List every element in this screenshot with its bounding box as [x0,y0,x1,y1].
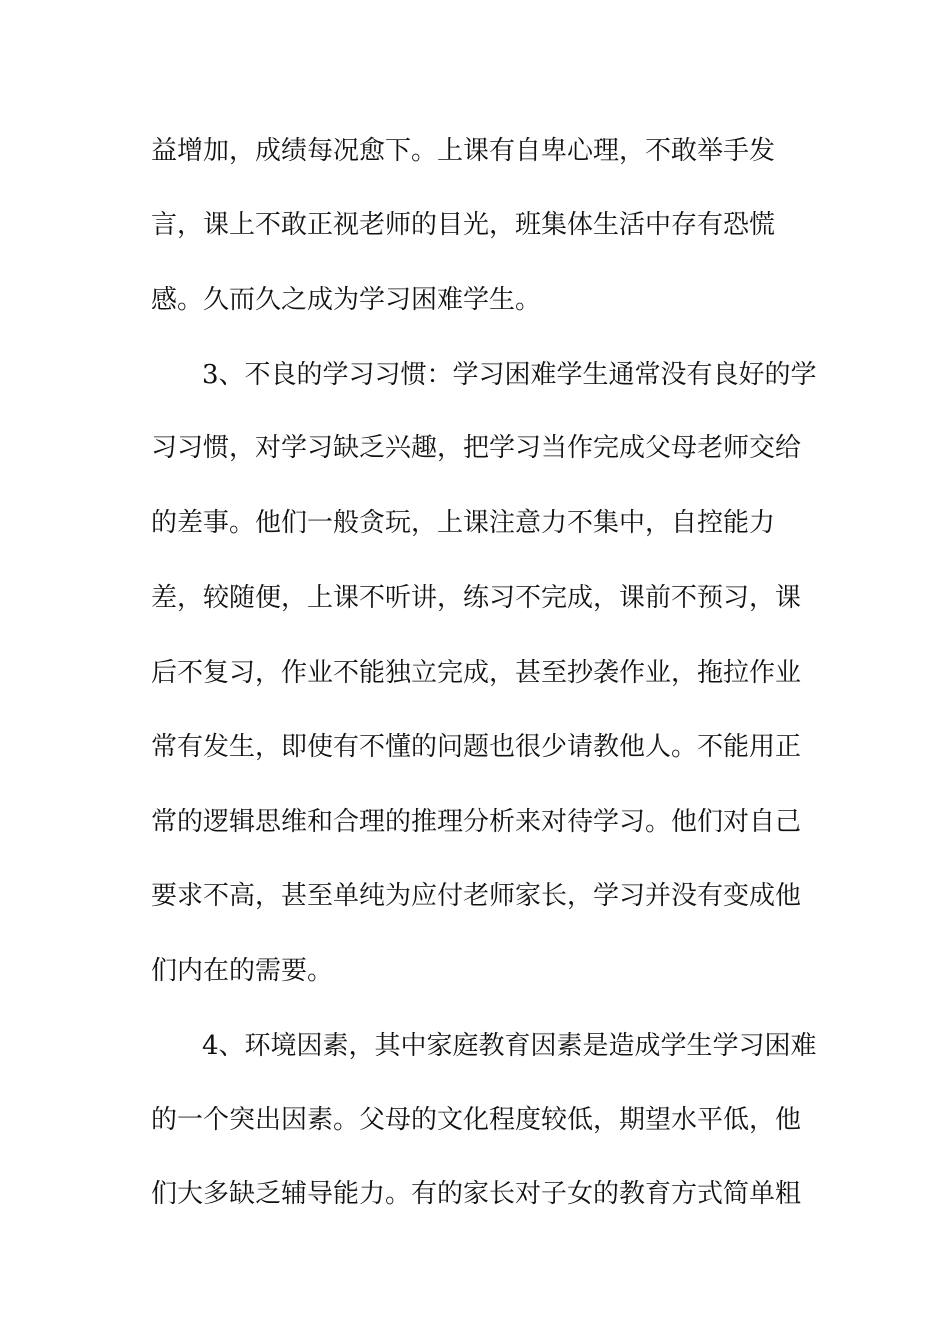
text-line: 的一个突出因素。父母的文化程度较低，期望水平低，他 [151,1105,802,1135]
text-line: 们大多缺乏辅导能力。有的家长对子女的教育方式简单粗 [151,1179,802,1209]
text-line: 习习惯，对学习缺乏兴趣，把学习当作完成父母老师交给 [151,433,802,463]
text-line: 差，较随便，上课不听讲，练习不完成，课前不预习，课 [151,583,802,613]
paragraph-start-line: 4、环境因素，其中家庭教育因素是造成学生学习困难 [202,1031,817,1061]
text-line: 益增加，成绩每况愈下。上课有自卑心理，不敢举手发 [151,136,776,166]
text-line: 后不复习，作业不能独立完成，甚至抄袭作业，拖拉作业 [151,658,802,688]
text-line: 言，课上不敢正视老师的目光，班集体生活中存有恐慌 [151,210,776,240]
text-line: 们内在的需要。 [151,956,334,986]
paragraph-start-line: 3、不良的学习习惯：学习困难学生通常没有良好的学 [202,360,817,390]
text-line: 的差事。他们一般贪玩，上课注意力不集中，自控能力 [151,508,776,538]
text-line: 常有发生，即使有不懂的问题也很少请教他人。不能用正 [151,732,802,762]
text-line: 感。久而久之成为学习困难学生。 [151,285,542,315]
text-line: 常的逻辑思维和合理的推理分析来对待学习。他们对自己 [151,807,802,837]
text-line: 要求不高，甚至单纯为应付老师家长，学习并没有变成他 [151,881,802,911]
